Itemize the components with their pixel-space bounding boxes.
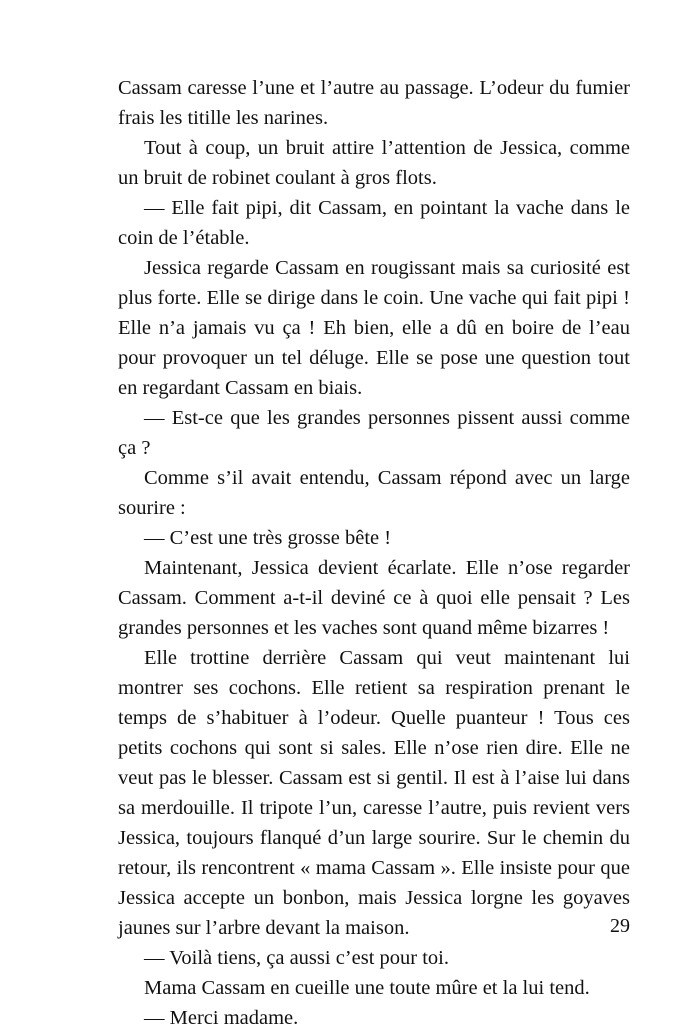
- paragraph-10: — Voilà tiens, ça aussi c’est pour toi.: [144, 947, 449, 969]
- paragraph-1: Cassam caresse l’une et l’autre au passage. L’odeur du fumier frais les titille les narines.: [118, 77, 630, 129]
- paragraph-11: Mama Cassam en cueille une toute mûre et la lui tend.: [144, 977, 590, 999]
- paragraph-8: Maintenant, Jessica devient écarlate. Elle n’ose regarder Cassam. Comment a-t-il deviné ce à quoi elle pensait ? Les grandes personnes et les vaches sont quand même bizarres !: [118, 557, 630, 639]
- paragraph-7: — C’est une très grosse bête !: [144, 527, 392, 549]
- paragraph-4: Jessica regarde Cassam en rougissant mais sa curiosité est plus forte. Elle se dirige dans le coin. Une vache qui fait pipi ! Elle n’a jamais vu ça ! Eh bien, elle a dû en boire de l’eau pour provoquer un tel déluge. Elle se pose une question tout en regardant Cassam en biais.: [118, 257, 630, 399]
- paragraph-5: — Est-ce que les grandes personnes pissent aussi comme ça ?: [118, 407, 630, 459]
- page-number: 29: [610, 915, 630, 937]
- paragraph-12: — Merci madame.: [144, 1007, 299, 1029]
- paragraph-9: Elle trottine derrière Cassam qui veut maintenant lui montrer ses cochons. Elle retient sa respiration prenant le temps de s’habituer à l’odeur. Quelle puanteur ! Tous ces petits cochons qui sont si sales. Elle n’ose rien dire. Elle ne veut pas le blesser. Cassam est si gentil. Il est à l’aise lui dans sa merdouille. Il tripote l’un, caresse l’autre, puis revient vers Jessica, toujours flanqué d’un large sourire. Sur le chemin du retour, ils rencontrent « mama Cassam ». Elle insiste pour que Jessica accepte un bonbon, mais Jessica lorgne les goyaves jaunes sur l’arbre devant la maison.: [118, 647, 630, 939]
- paragraph-3: — Elle fait pipi, dit Cassam, en pointant la vache dans le coin de l’étable.: [118, 197, 630, 249]
- paragraph-6: Comme s’il avait entendu, Cassam répond avec un large sourire :: [118, 467, 630, 519]
- page-text-block: [118, 73, 630, 1033]
- paragraph-2: Tout à coup, un bruit attire l’attention de Jessica, comme un bruit de robinet coulant à gros flots.: [118, 137, 630, 189]
